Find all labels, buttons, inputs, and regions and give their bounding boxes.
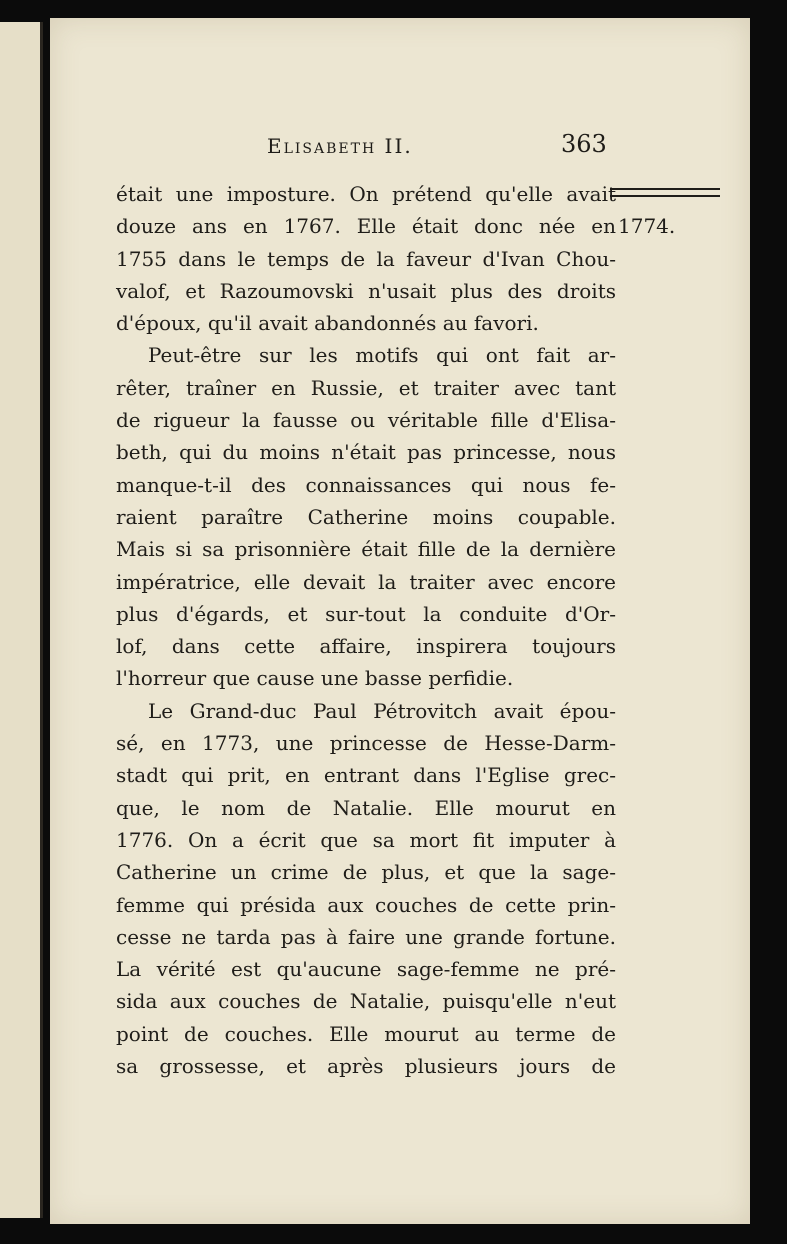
text-line: Mais si sa prisonnière était fille de la dernière	[116, 537, 616, 562]
text-line: l'horreur que cause une basse perfidie.	[116, 666, 514, 691]
text-line: que, le nom de Natalie. Elle mourut en	[116, 795, 616, 820]
text-line: raient paraître Catherine moins coupable.	[116, 504, 616, 529]
text-line: La vérité est qu'aucune sage-femme ne pré-	[116, 957, 616, 982]
text-line: douze ans en 1767. Elle était donc née en	[116, 214, 616, 239]
text-line: Catherine un crime de plus, et que la sage-	[116, 860, 616, 885]
text-line: manque-t-il des connaissances qui nous fe-	[116, 472, 616, 497]
text-line: sida aux couches de Natalie, puisqu'elle n'eut	[116, 989, 616, 1014]
page-number: 363	[561, 130, 607, 158]
margin-note: 1774.	[618, 214, 676, 238]
margin-rule	[610, 188, 720, 197]
text-line: plus d'égards, et sur-tout la conduite d'Or-	[116, 601, 616, 626]
text-line: Le Grand-duc Paul Pétrovitch avait épou-	[148, 698, 616, 723]
text-line: était une imposture. On prétend qu'elle avait	[116, 182, 616, 206]
text-line: sa grossesse, et après plusieurs jours de	[116, 1054, 616, 1079]
text-line: 1776. On a écrit que sa mort fit imputer à	[116, 827, 616, 852]
running-head	[50, 130, 750, 160]
text-line: cesse ne tarda pas à faire une grande fortune.	[116, 924, 616, 949]
text-line: sé, en 1773, une princesse de Hesse-Darm-	[116, 731, 616, 756]
running-title: Elisabeth II.	[267, 134, 413, 158]
text-line: Peut-être sur les motifs qui ont fait ar-	[148, 343, 616, 368]
text-line: point de couches. Elle mourut au terme de	[116, 1021, 616, 1046]
text-line: femme qui présida aux couches de cette prin-	[116, 892, 616, 917]
text-line: de rigueur la fausse ou véritable fille d'Elisa-	[116, 408, 616, 433]
text-line: stadt qui prit, en entrant dans l'Eglise grec-	[116, 763, 616, 788]
text-line: d'époux, qu'il avait abandonnés au favori.	[116, 311, 539, 336]
text-line: lof, dans cette affaire, inspirera toujours	[116, 634, 616, 659]
facing-page-edge	[0, 22, 43, 1218]
text-line: 1755 dans le temps de la faveur d'Ivan Chou-	[116, 246, 616, 271]
body-text	[116, 178, 616, 1082]
text-line: beth, qui du moins n'était pas princesse, nous	[116, 440, 616, 465]
book-page	[50, 18, 750, 1224]
text-line: impératrice, elle devait la traiter avec encore	[116, 569, 616, 594]
text-line: rêter, traîner en Russie, et traiter avec tant	[116, 375, 616, 400]
text-line: valof, et Razoumovski n'usait plus des droits	[116, 278, 616, 303]
